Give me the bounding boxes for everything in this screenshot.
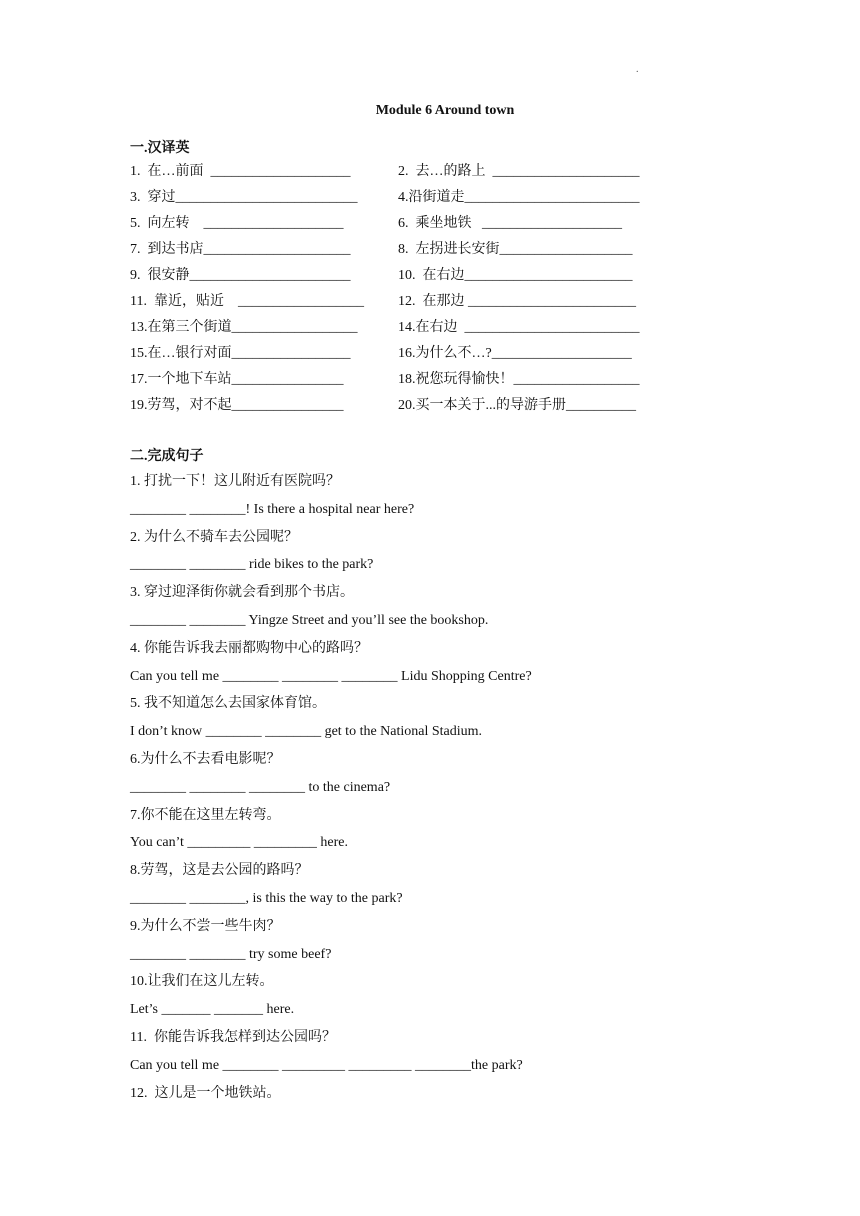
question-prompt: 10.让我们在这儿左转。 (130, 974, 274, 989)
question-prompt: 3. 穿过迎泽街你就会看到那个书店。 (130, 585, 354, 600)
question-prompt: 8.劳驾，这是去公园的路吗？ (130, 863, 309, 878)
vocab-item-2: 2. 去…的路上 _____________________ (398, 164, 640, 179)
question-prompt: 1. 打扰一下！这儿附近有医院吗？ (130, 474, 340, 489)
vocab-item-20: 20.买一本关于...的导游手册__________ (398, 398, 636, 413)
answer-line: Can you tell me ________ _________ _________ ________the park? (130, 1058, 523, 1073)
vocab-item-7: 7. 到达书店_____________________ (130, 242, 351, 257)
answer-line: Can you tell me ________ ________ ________ Lidu Shopping Centre? (130, 669, 532, 684)
answer-line: ________ ________ try some beef? (130, 947, 332, 962)
vocab-item-19: 19.劳驾，对不起________________ (130, 398, 344, 413)
corner-mark: . (636, 64, 639, 75)
answer-line: ________ ________, is this the way to the park? (130, 891, 403, 906)
vocab-item-12: 12. 在那边 ________________________ (398, 294, 636, 309)
question-prompt: 11. 你能告诉我怎样到达公园吗？ (130, 1030, 336, 1045)
answer-line: You can’t _________ _________ here. (130, 835, 349, 850)
vocab-item-4: 4.沿街道走_________________________ (398, 190, 640, 205)
question-prompt: 9.为什么不尝一些牛肉？ (130, 919, 281, 934)
vocab-item-5: 5. 向左转 ____________________ (130, 216, 344, 231)
vocab-item-11: 11. 靠近，贴近 __________________ (130, 294, 364, 309)
section-1-heading: 一.汉译英 (130, 141, 190, 156)
vocab-item-16: 16.为什么不…?____________________ (398, 346, 632, 361)
question-prompt: 5. 我不知道怎么去国家体育馆。 (130, 696, 326, 711)
vocab-item-1: 1. 在…前面 ____________________ (130, 164, 351, 179)
vocab-item-9: 9. 很安静_______________________ (130, 268, 351, 283)
question-prompt: 12. 这儿是一个地铁站。 (130, 1086, 281, 1101)
vocab-item-8: 8. 左拐进长安街___________________ (398, 242, 633, 257)
vocab-item-13: 13.在第三个街道__________________ (130, 320, 358, 335)
vocab-item-6: 6. 乘坐地铁 ____________________ (398, 216, 622, 231)
question-prompt: 7.你不能在这里左转弯。 (130, 808, 281, 823)
answer-line: ________ ________ ride bikes to the park? (130, 557, 374, 572)
page-title: Module 6 Around town (375, 103, 515, 118)
question-prompt: 2. 为什么不骑车去公园呢？ (130, 530, 298, 545)
vocab-item-17: 17.一个地下车站________________ (130, 372, 344, 387)
answer-line: ________ ________ Yingze Street and you’ll see the bookshop. (130, 613, 489, 628)
section-2-heading: 二.完成句子 (130, 449, 204, 464)
vocab-item-18: 18.祝您玩得愉快！__________________ (398, 372, 640, 387)
question-prompt: 4. 你能告诉我去丽都购物中心的路吗？ (130, 641, 368, 656)
answer-line: Let’s _______ _______ here. (130, 1002, 295, 1017)
answer-line: ________ ________! Is there a hospital near here? (130, 502, 415, 517)
vocab-item-10: 10. 在右边________________________ (398, 268, 633, 283)
vocab-item-15: 15.在…银行对面_________________ (130, 346, 351, 361)
vocab-item-3: 3. 穿过__________________________ (130, 190, 358, 205)
answer-line: I don’t know ________ ________ get to the National Stadium. (130, 724, 483, 739)
question-prompt: 6.为什么不去看电影呢？ (130, 752, 281, 767)
answer-line: ________ ________ ________ to the cinema? (130, 780, 391, 795)
vocab-item-14: 14.在右边 _________________________ (398, 320, 640, 335)
